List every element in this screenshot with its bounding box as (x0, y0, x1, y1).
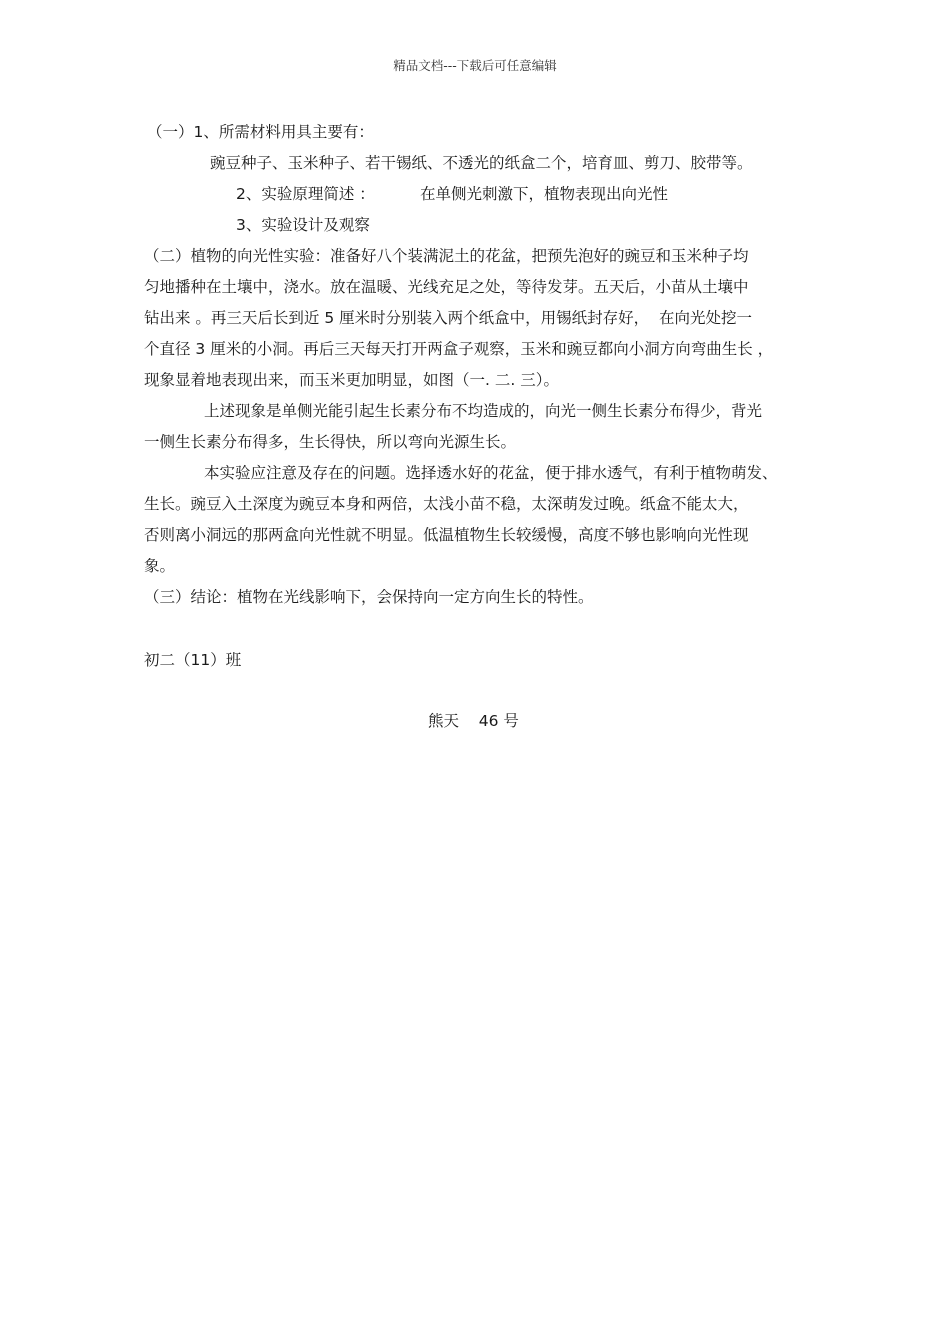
notes-paragraph-line: 生长。豌豆入土深度为豌豆本身和两倍，太浅小苗不稳，太深萌发过晚。纸盒不能太大， (144, 495, 749, 513)
design-heading: 3、实验设计及观察 (236, 216, 370, 234)
principle-label: 2、实验原理简述 ： (236, 185, 375, 203)
page-header: 精品文档---下载后可任意编辑 (393, 58, 557, 73)
conclusion: （三）结论：植物在光线影响下，会保持向一定方向生长的特性。 (144, 588, 594, 606)
author-signature: 熊天 46 号 (428, 712, 519, 730)
explanation-paragraph-line: 一侧生长素分布得多，生长得快，所以弯向光源生长。 (144, 433, 517, 451)
materials-heading: （一）1、所需材料用具主要有： (147, 123, 374, 141)
notes-paragraph-line: 本实验应注意及存在的问题。选择透水好的花盆，便于排水透气，有利于植物萌发、 (204, 464, 778, 482)
experiment-paragraph-line: 个直径 3 厘米的小洞。再后三天每天打开两盒子观察，玉米和豌豆都向小洞方向弯曲生长 ， (144, 340, 774, 358)
class-label: 初二（11）班 (144, 651, 242, 669)
experiment-paragraph-line: 钻出来 。再三天后长到近 5 厘米时分别装入两个纸盒中，用锡纸封存好， 在向光处挖一 (144, 309, 752, 327)
experiment-paragraph-line: 现象显着地表现出来，而玉米更加明显，如图（一. 二. 三）。 (144, 371, 559, 389)
notes-paragraph-line: 象。 (144, 557, 176, 575)
experiment-paragraph-line: 匀地播种在土壤中，浇水。放在温暖、光线充足之处，等待发芽。五天后，小苗从土壤中 (144, 278, 749, 296)
explanation-paragraph-line: 上述现象是单侧光能引起生长素分布不均造成的，向光一侧生长素分布得少，背光 (204, 402, 763, 420)
principle-text: 在单侧光刺激下，植物表现出向光性 (420, 185, 669, 203)
materials-list: 豌豆种子、玉米种子、若干锡纸、不透光的纸盒二个，培育皿、剪刀、胶带等。 (210, 154, 753, 172)
notes-paragraph-line: 否则离小洞远的那两盒向光性就不明显。低温植物生长较缓慢，高度不够也影响向光性现 (144, 526, 749, 544)
experiment-paragraph-line: （二）植物的向光性实验：准备好八个装满泥土的花盆，把预先泡好的豌豆和玉米种子均 (144, 247, 749, 265)
